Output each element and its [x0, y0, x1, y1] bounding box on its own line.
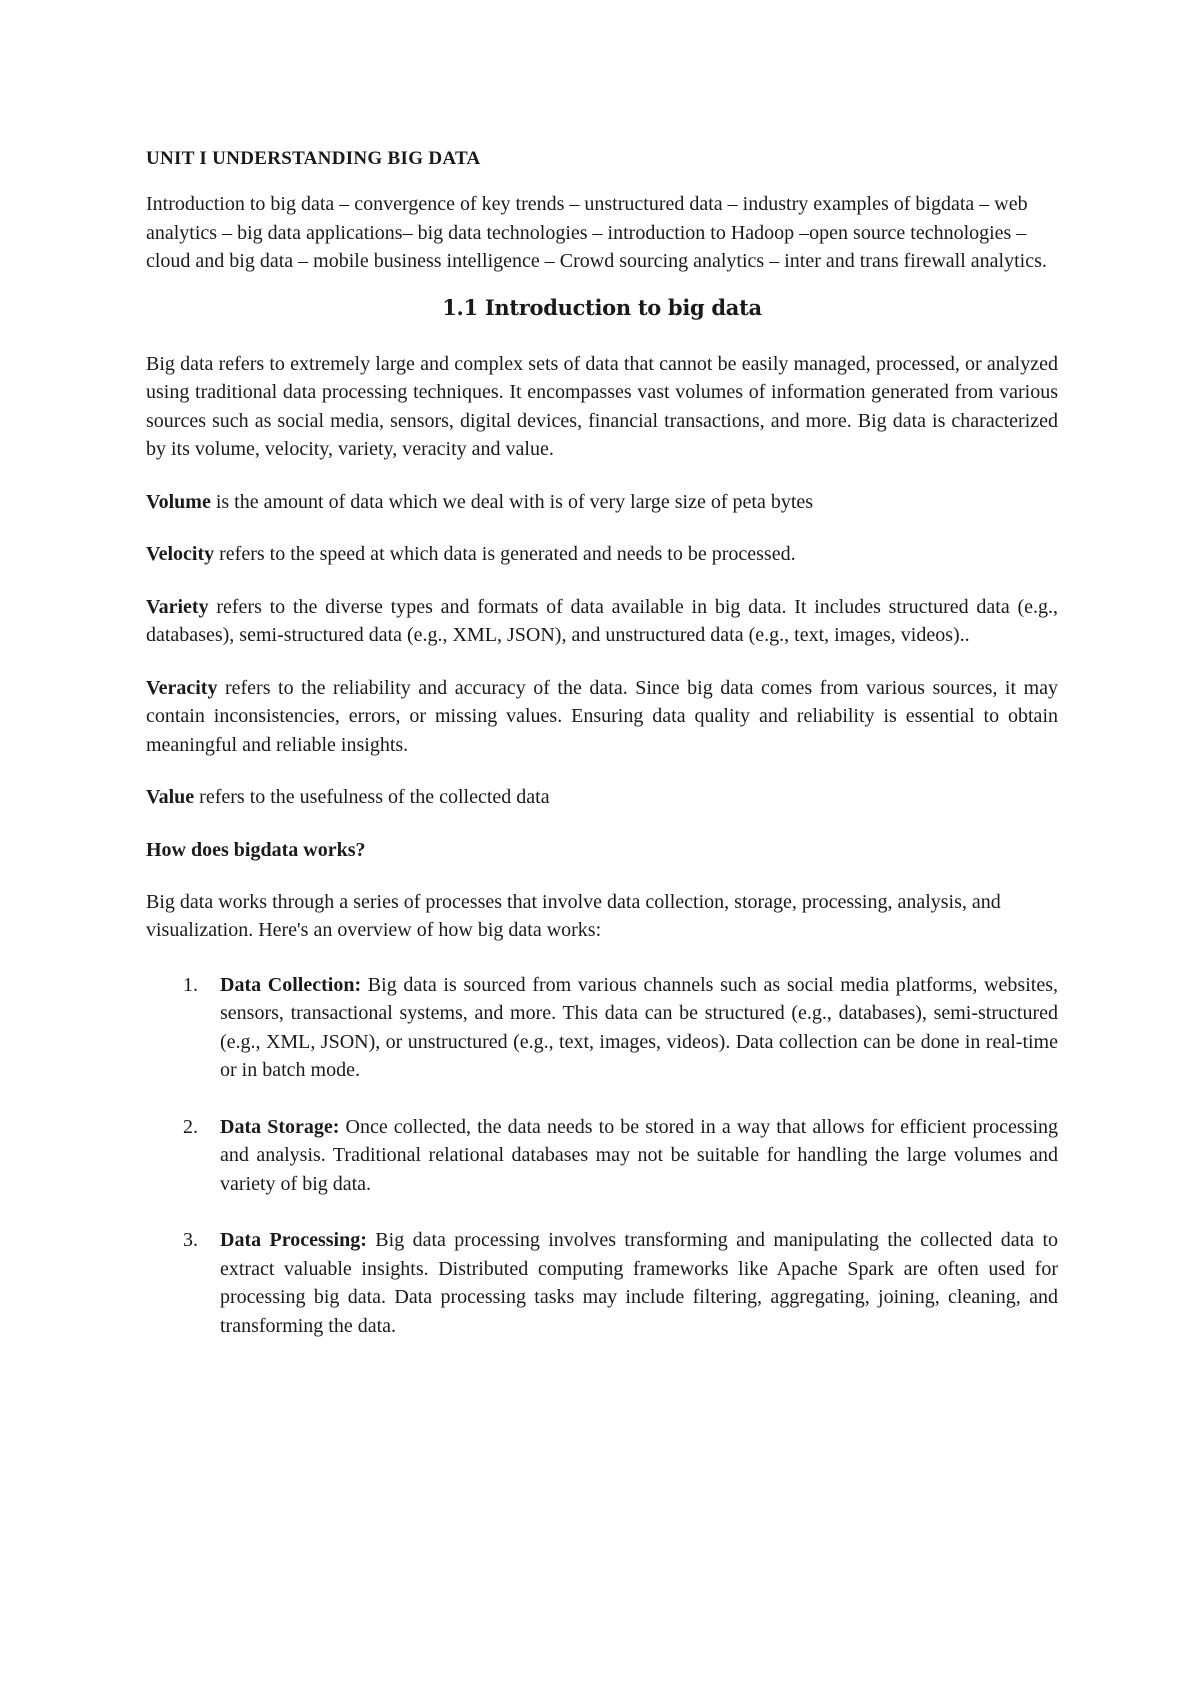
- list-item: [146, 1226, 1058, 1340]
- step-text: Once collected, the data needs to be stored in a way that allows for efficient processing and analysis. Traditional relational databases may not be suitable for handling the large volumes and variety of big data.: [220, 1115, 1058, 1195]
- list-number: 3.: [183, 1229, 198, 1251]
- section-heading: 1.1 Introduction to big data: [442, 294, 762, 320]
- list-number: 2.: [183, 1115, 198, 1138]
- step-text: Big data is sourced from various channels such as social media platforms, websites, sensors, transactional systems, and more. This data can be structured (e.g., databases), semi-structured (e.g., XML, JSON), or unstructured (e.g., text, images, videos). Data collection can be done in real-time or in batch mode.: [220, 973, 1058, 1081]
- characteristic-variety: [146, 593, 1058, 650]
- characteristic-text: refers to the speed at which data is generated and needs to be processed.: [214, 543, 796, 565]
- characteristic-value: [146, 783, 1058, 812]
- characteristic-volume: [146, 488, 1058, 517]
- characteristic-text: is the amount of data which we deal with is of very large size of peta bytes: [210, 490, 814, 513]
- characteristic-text: refers to the usefulness of the collected data: [194, 786, 550, 808]
- intro-paragraph: Big data refers to extremely large and complex sets of data that cannot be easily managed, processed, or analyzed using traditional data processing techniques. It encompasses vast volumes of information generated from various sources such as social media, sensors, digital devices, financial transactions, and more. Big data is characterized by its volume, velocity, variety, veracity and value.: [146, 352, 1058, 460]
- characteristic-term: Variety: [146, 595, 209, 618]
- how-intro-paragraph: Big data works through a series of processes that involve data collection, storage, processing, analysis, and visualization. Here's an overview of how big data works:: [146, 890, 1001, 941]
- list-item: [146, 971, 1058, 1085]
- how-heading: How does bigdata works?: [146, 838, 366, 861]
- list-item: [146, 1113, 1058, 1199]
- syllabus-paragraph: Introduction to big data – convergence of key trends – unstructured data – industry examples of bigdata – web analytics – big data applications– big data technologies – introduction to Hadoop –open source technologies – cloud and big data – mobile business intelligence – Crowd sourcing analytics – inter and trans firewall analytics.: [146, 193, 1047, 272]
- step-text: Big data processing involves transforming and manipulating the collected data to extract valuable insights. Distributed computing frameworks like Apache Spark are often used for processing big data. Data processing tasks may include filtering, aggregating, joining, cleaning, and transforming the data.: [220, 1229, 1058, 1337]
- characteristic-term: Value: [146, 786, 195, 808]
- process-steps-list: [146, 971, 1058, 1341]
- unit-title: UNIT I UNDERSTANDING BIG DATA: [146, 148, 481, 169]
- characteristic-text: refers to the reliability and accuracy of the data. Since big data comes from various sources, it may contain inconsistencies, errors, or missing values. Ensuring data quality and reliability is essential to obtain meaningful and reliable insights.: [146, 676, 1058, 756]
- characteristic-term: Veracity: [146, 676, 218, 699]
- characteristic-veracity: [146, 674, 1058, 760]
- characteristic-velocity: [146, 540, 1058, 569]
- characteristic-term: Velocity: [146, 543, 215, 565]
- step-term: Data Storage:: [220, 1115, 340, 1138]
- step-term: Data Processing:: [220, 1229, 367, 1251]
- document-page: [146, 146, 1058, 1368]
- characteristic-text: refers to the diverse types and formats of data available in big data. It includes structured data (e.g., databases), semi-structured data (e.g., XML, JSON), and unstructured data (e.g., text, images, videos)..: [146, 595, 1058, 646]
- list-number: 1.: [183, 973, 198, 996]
- characteristic-term: Volume: [146, 490, 211, 513]
- step-term: Data Collection:: [220, 973, 362, 996]
